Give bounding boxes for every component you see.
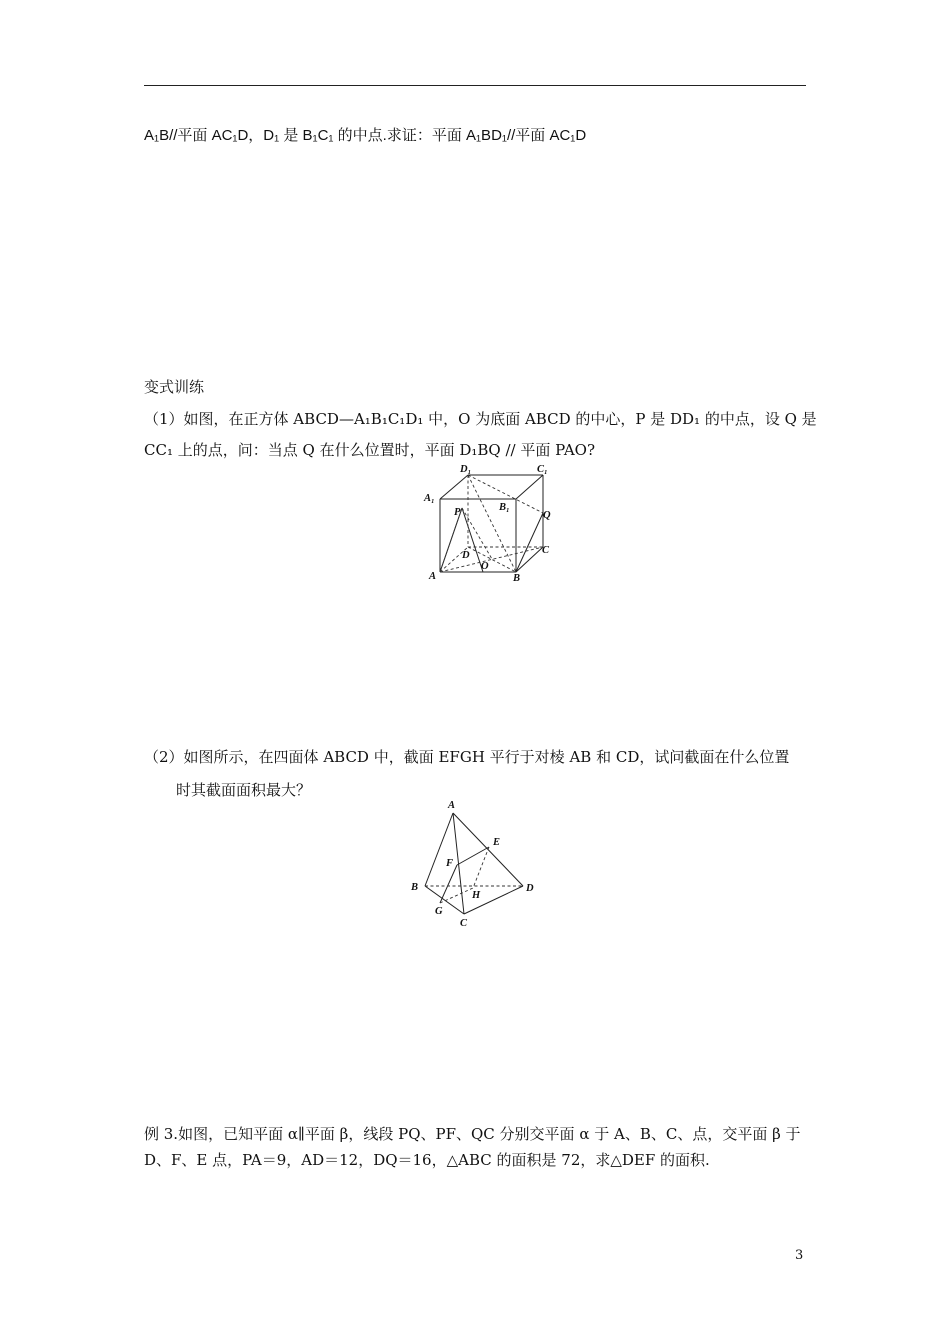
label-D: D — [462, 550, 470, 561]
label-P: P — [454, 507, 461, 518]
variant-q2-line1: （2）如图所示，在四面体 ABCD 中，截面 EFGH 平行于对棱 AB 和 CD，试问截面在什么位置 — [144, 748, 790, 766]
page-number: 3 — [795, 1248, 804, 1263]
label-F: F — [446, 858, 454, 869]
label-A: A — [448, 800, 456, 811]
label-C: C — [460, 918, 468, 929]
label-A: A — [429, 571, 437, 582]
label-B: B — [411, 882, 419, 893]
problem-continuation: A₁B//平面 AC₁D，D₁ 是 B₁C₁ 的中点.求证：平面 A₁BD₁//平面 AC₁D — [144, 127, 587, 144]
label-G: G — [435, 906, 443, 917]
cube-figure — [420, 458, 560, 588]
label-Q: Q — [543, 510, 551, 521]
label-O: O — [481, 561, 489, 572]
example3-line2: D、F、E 点，PA＝9，AD＝12，DQ＝16，△ABC 的面积是 72，求△DEF 的面积. — [144, 1151, 710, 1169]
header-rule — [144, 85, 806, 86]
tetrahedron-figure — [405, 793, 550, 933]
variant-heading: 变式训练 — [144, 378, 205, 396]
label-A1: A₁ — [424, 493, 435, 504]
label-C1: C₁ — [537, 464, 548, 475]
example3-line1: 例 3.如图，已知平面 α∥平面 β，线段 PQ、PF、QC 分别交平面 α 于 A、B、C、点，交平面 β 于 — [144, 1125, 801, 1143]
variant-q2-line2: 时其截面面积最大？ — [176, 781, 312, 799]
label-D: D — [526, 883, 534, 894]
label-B1: B₁ — [499, 502, 510, 513]
label-D1: D₁ — [460, 464, 472, 475]
variant-q1-line2: CC₁ 上的点，问：当点 Q 在什么位置时，平面 D₁BQ // 平面 PAO? — [144, 441, 595, 459]
variant-q1-line1: （1）如图，在正方体 ABCD—A₁B₁C₁D₁ 中，O 为底面 ABCD 的中心，P 是 DD₁ 的中点，设 Q 是 — [144, 410, 817, 428]
label-B: B — [513, 573, 521, 584]
label-H: H — [472, 890, 481, 901]
label-E: E — [493, 837, 501, 848]
label-C: C — [542, 545, 550, 556]
